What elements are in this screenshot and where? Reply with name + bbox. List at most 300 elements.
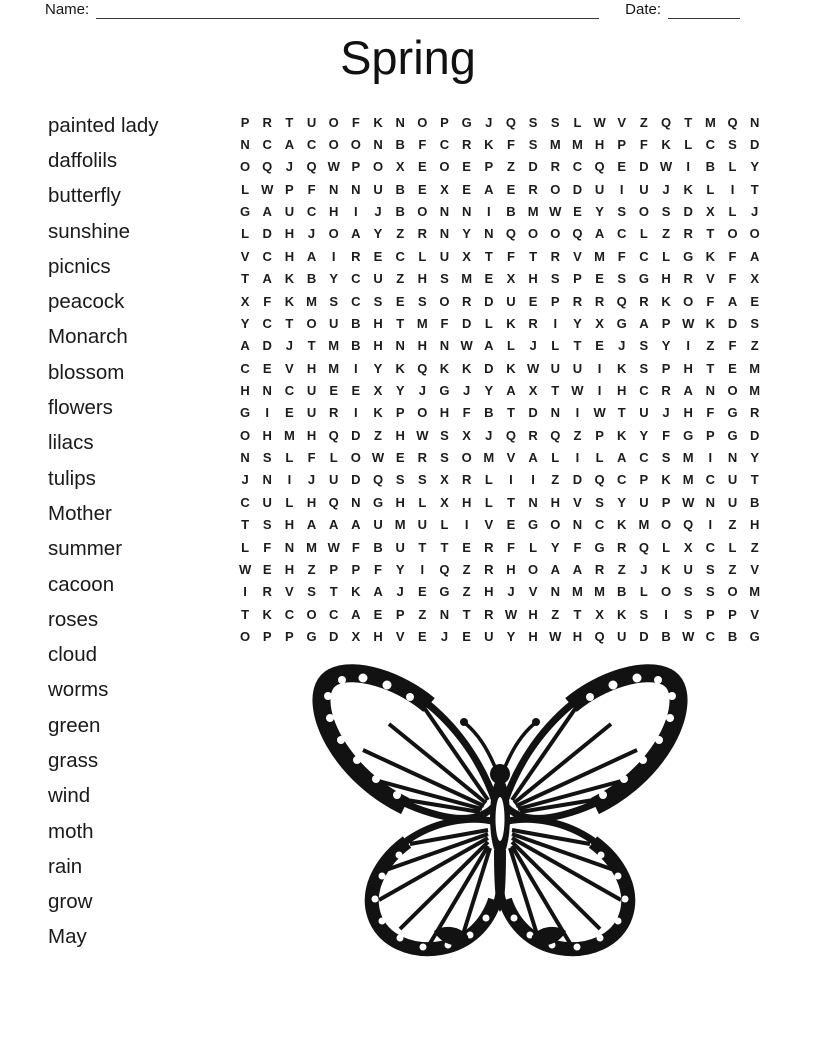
grid-letter: T <box>706 226 715 242</box>
grid-letter: Q <box>594 628 605 644</box>
grid-letter: J <box>285 159 293 175</box>
grid-letter: E <box>285 405 294 421</box>
grid-letter: B <box>395 181 405 197</box>
grid-letter: M <box>749 584 761 600</box>
grid-letter: Q <box>262 159 273 175</box>
grid-letter: M <box>394 517 406 533</box>
grid-letter: T <box>684 114 693 130</box>
grid-letter: I <box>730 181 735 197</box>
grid-letter: W <box>682 494 695 510</box>
grid-letter: P <box>617 137 627 153</box>
grid-letter: L <box>662 539 671 555</box>
grid-letter: G <box>306 628 317 644</box>
grid-letter: H <box>439 405 450 421</box>
grid-letter: U <box>284 204 295 220</box>
grid-letter: X <box>706 204 715 220</box>
grid-letter: N <box>705 382 716 398</box>
grid-letter: V <box>706 271 715 287</box>
grid-letter: S <box>706 584 715 600</box>
grid-letter: S <box>395 472 405 488</box>
grid-letter: B <box>351 315 361 331</box>
grid-letter: T <box>506 494 515 510</box>
grid-letter: F <box>728 338 737 354</box>
grid-letter: A <box>484 181 494 197</box>
grid-letter: Z <box>506 159 515 175</box>
grid-letter: O <box>306 315 317 331</box>
grid-letter: T <box>285 114 294 130</box>
grid-letter: Y <box>329 271 339 287</box>
grid-letter: C <box>240 494 250 510</box>
grid-letter: K <box>284 271 295 287</box>
grid-letter: L <box>484 494 493 510</box>
grid-letter: J <box>374 204 382 220</box>
grid-letter: O <box>727 382 738 398</box>
grid-letter: R <box>683 226 693 242</box>
grid-letter: K <box>506 360 516 376</box>
grid-letter: I <box>597 382 602 398</box>
grid-letter: U <box>550 360 560 376</box>
grid-letter: H <box>329 204 339 220</box>
grid-letter: S <box>550 271 560 287</box>
grid-letter: R <box>528 181 538 197</box>
grid-letter: Y <box>373 360 383 376</box>
grid-letter: N <box>439 226 450 242</box>
grid-letter: M <box>749 360 761 376</box>
grid-letter: O <box>683 293 694 309</box>
grid-letter: L <box>706 181 715 197</box>
grid-letter: Y <box>395 561 405 577</box>
grid-letter: J <box>307 472 316 488</box>
grid-letter: M <box>572 584 583 600</box>
grid-letter: Z <box>462 584 471 600</box>
grid-letter: I <box>686 338 691 354</box>
grid-letter: K <box>439 360 450 376</box>
grid-letter: L <box>241 181 250 197</box>
grid-letter: I <box>486 204 491 220</box>
grid-letter: I <box>531 472 535 488</box>
grid-letter: G <box>683 427 694 443</box>
grid-letter: X <box>351 628 361 644</box>
grid-letter: S <box>528 114 538 130</box>
grid-letter: R <box>461 293 472 309</box>
grid-letter: M <box>416 315 428 331</box>
grid-letter: P <box>573 271 582 287</box>
grid-letter: U <box>506 293 516 309</box>
grid-letter: E <box>417 181 427 197</box>
grid-letter: M <box>749 382 761 398</box>
grid-letter: O <box>528 226 539 242</box>
grid-letter: F <box>506 539 515 555</box>
grid-letter: W <box>593 405 606 421</box>
grid-letter: W <box>682 315 695 331</box>
grid-letter: E <box>528 293 538 309</box>
grid-letter: J <box>241 472 249 488</box>
grid-letter: N <box>240 137 250 153</box>
grid-letter: S <box>528 137 538 153</box>
grid-letter: W <box>659 159 673 175</box>
grid-letter: Q <box>638 539 649 555</box>
grid-letter: F <box>307 181 316 197</box>
letter-grid <box>234 111 766 648</box>
grid-letter: R <box>484 561 494 577</box>
grid-letter: O <box>328 226 339 242</box>
grid-letter: L <box>639 226 648 242</box>
grid-letter: K <box>617 606 627 622</box>
grid-letter: W <box>327 539 340 555</box>
grid-letter: N <box>284 539 295 555</box>
grid-letter: J <box>485 427 493 443</box>
grid-letter: D <box>484 293 494 309</box>
grid-letter: K <box>661 137 671 153</box>
grid-letter: G <box>683 248 694 264</box>
grid-letter: E <box>462 628 471 644</box>
grid-letter: P <box>262 628 272 644</box>
grid-letter: C <box>705 137 716 153</box>
grid-letter: X <box>440 472 449 488</box>
grid-letter: O <box>372 159 384 175</box>
grid-letter: F <box>706 405 715 421</box>
grid-letter: A <box>528 450 538 466</box>
grid-letter: S <box>417 472 427 488</box>
grid-letter: R <box>484 539 494 555</box>
grid-letter: Z <box>307 561 316 577</box>
grid-letter: N <box>439 606 450 622</box>
grid-letter: W <box>593 114 606 130</box>
grid-letter: U <box>329 315 339 331</box>
grid-letter: C <box>395 248 405 264</box>
grid-letter: X <box>750 271 759 287</box>
grid-letter: E <box>262 561 272 577</box>
grid-letter: H <box>683 405 693 421</box>
grid-letter: A <box>594 226 605 242</box>
grid-letter: S <box>417 293 427 309</box>
grid-letter: R <box>661 382 671 398</box>
grid-letter: C <box>284 606 295 622</box>
grid-letter: W <box>371 450 385 466</box>
grid-letter: G <box>616 315 627 331</box>
grid-letter: M <box>328 338 340 354</box>
grid-letter: H <box>617 382 627 398</box>
grid-letter: C <box>262 248 272 264</box>
grid-letter: P <box>661 494 671 510</box>
grid-letter: T <box>285 315 294 331</box>
grid-letter: H <box>528 606 538 622</box>
grid-letter: P <box>351 561 361 577</box>
grid-letter: A <box>749 248 760 264</box>
grid-letter: H <box>306 427 317 443</box>
grid-letter: W <box>261 181 274 197</box>
grid-letter: I <box>708 517 713 533</box>
grid-letter: E <box>595 338 604 354</box>
grid-letter: X <box>240 293 250 309</box>
grid-letter: U <box>395 539 405 555</box>
grid-letter: P <box>484 159 494 175</box>
grid-letter: P <box>329 561 339 577</box>
grid-letter: C <box>262 315 272 331</box>
grid-letter: K <box>617 427 627 443</box>
name-label: Name: <box>45 1 90 18</box>
grid-letter: Q <box>439 561 450 577</box>
grid-letter: N <box>461 204 472 220</box>
grid-letter: V <box>573 248 582 264</box>
grid-letter: F <box>440 315 449 331</box>
grid-letter: F <box>639 137 648 153</box>
grid-letter: P <box>395 606 405 622</box>
grid-letter: C <box>351 271 361 287</box>
grid-letter: P <box>285 181 294 197</box>
grid-letter: I <box>597 360 602 376</box>
grid-letter: F <box>728 271 737 287</box>
grid-letter: Q <box>727 114 738 130</box>
grid-letter: K <box>484 137 494 153</box>
grid-letter: M <box>461 271 473 287</box>
grid-letter: Y <box>550 539 560 555</box>
date-blank-line <box>668 3 740 19</box>
grid-letter: T <box>706 360 715 376</box>
word-list-item: picnics <box>48 254 111 278</box>
grid-letter: X <box>395 159 405 175</box>
grid-letter: E <box>617 159 627 175</box>
grid-letter: B <box>306 271 317 287</box>
grid-letter: V <box>750 561 759 577</box>
grid-letter: C <box>705 472 716 488</box>
grid-letter: Z <box>396 271 405 287</box>
grid-letter: I <box>575 450 580 466</box>
grid-letter: A <box>351 517 361 533</box>
grid-letter: E <box>395 450 405 466</box>
grid-letter: O <box>749 226 760 242</box>
grid-letter: H <box>373 628 383 644</box>
grid-letter: L <box>484 472 493 488</box>
grid-letter: O <box>350 450 361 466</box>
grid-letter: U <box>484 628 494 644</box>
grid-letter: D <box>351 472 361 488</box>
grid-letter: U <box>329 472 339 488</box>
grid-letter: O <box>550 181 561 197</box>
grid-letter: Z <box>750 338 759 354</box>
grid-letter: N <box>572 517 583 533</box>
grid-letter: N <box>550 405 560 421</box>
grid-letter: A <box>240 338 250 354</box>
grid-letter: V <box>484 517 494 533</box>
grid-letter: T <box>418 539 427 555</box>
grid-letter: S <box>639 606 649 622</box>
grid-letter: K <box>461 360 472 376</box>
grid-letter: N <box>484 226 494 242</box>
grid-letter: W <box>526 360 540 376</box>
grid-letter: M <box>306 539 317 555</box>
grid-letter: U <box>617 628 627 644</box>
grid-letter: K <box>661 561 671 577</box>
grid-letter: A <box>306 517 317 533</box>
grid-letter: U <box>439 248 450 264</box>
grid-letter: H <box>683 360 693 376</box>
grid-letter: E <box>417 628 427 644</box>
grid-letter: K <box>705 248 716 264</box>
grid-letter: O <box>660 517 672 533</box>
grid-letter: O <box>727 226 738 242</box>
grid-letter: E <box>506 517 516 533</box>
grid-letter: C <box>306 137 317 153</box>
grid-letter: Y <box>506 628 516 644</box>
grid-letter: Z <box>728 517 737 533</box>
grid-letter: I <box>354 405 358 421</box>
grid-letter: I <box>265 405 270 421</box>
grid-letter: M <box>572 137 583 153</box>
grid-letter: B <box>617 584 627 600</box>
grid-letter: V <box>750 606 759 622</box>
grid-letter: D <box>262 338 272 354</box>
grid-letter: U <box>727 494 738 510</box>
grid-letter: I <box>354 360 358 376</box>
grid-letter: Y <box>240 315 250 331</box>
grid-letter: V <box>617 114 627 130</box>
grid-letter: E <box>262 360 272 376</box>
grid-letter: O <box>328 137 339 153</box>
grid-letter: J <box>529 338 537 354</box>
grid-letter: P <box>728 606 737 622</box>
grid-letter: R <box>550 248 560 264</box>
grid-letter: I <box>287 472 292 488</box>
grid-letter: H <box>484 584 494 600</box>
grid-letter: L <box>285 450 294 466</box>
grid-letter: R <box>572 293 583 309</box>
grid-letter: E <box>395 293 405 309</box>
grid-letter: G <box>240 405 251 421</box>
grid-letter: E <box>417 159 427 175</box>
grid-letter: S <box>639 338 649 354</box>
grid-letter: H <box>284 248 295 264</box>
grid-letter: Q <box>328 427 339 443</box>
word-list-item: moth <box>48 819 94 843</box>
grid-letter: D <box>351 427 361 443</box>
grid-letter: R <box>594 293 605 309</box>
grid-letter: G <box>439 382 450 398</box>
grid-letter: K <box>351 584 361 600</box>
grid-letter: H <box>262 427 272 443</box>
grid-letter: S <box>683 606 693 622</box>
grid-letter: J <box>285 338 293 354</box>
grid-letter: F <box>307 450 316 466</box>
grid-letter: N <box>439 204 450 220</box>
grid-letter: E <box>462 539 471 555</box>
grid-letter: F <box>263 293 272 309</box>
grid-letter: L <box>440 517 449 533</box>
grid-letter: H <box>594 137 605 153</box>
grid-letter: Q <box>505 427 517 443</box>
grid-letter: Y <box>595 204 604 220</box>
grid-letter: A <box>484 338 494 354</box>
grid-letter: L <box>728 204 737 220</box>
grid-letter: I <box>354 204 358 220</box>
grid-letter: B <box>395 204 405 220</box>
grid-letter: C <box>572 159 583 175</box>
grid-letter: O <box>240 427 251 443</box>
grid-letter: P <box>706 606 715 622</box>
grid-letter: W <box>549 204 562 220</box>
grid-letter: C <box>351 293 361 309</box>
grid-letter: Z <box>750 539 759 555</box>
grid-letter: Q <box>683 517 694 533</box>
grid-letter: W <box>504 606 518 622</box>
grid-letter: L <box>329 450 338 466</box>
grid-letter: W <box>238 561 252 577</box>
word-list-item: cacoon <box>48 572 115 596</box>
grid-letter: H <box>528 271 538 287</box>
word-list-item: sunshine <box>48 219 131 243</box>
grid-letter: A <box>683 382 693 398</box>
butterfly-illustration <box>288 652 712 964</box>
grid-letter: X <box>440 181 449 197</box>
word-list-item: lilacs <box>48 431 94 455</box>
grid-letter: P <box>240 114 250 130</box>
grid-letter: N <box>351 181 361 197</box>
grid-letter: S <box>617 271 627 287</box>
grid-letter: P <box>595 427 604 443</box>
word-list-item: grass <box>48 748 99 772</box>
grid-letter: L <box>418 494 427 510</box>
grid-letter: L <box>595 450 604 466</box>
grid-letter: N <box>329 181 339 197</box>
grid-letter: H <box>572 628 583 644</box>
word-list-item: rain <box>48 854 83 878</box>
grid-letter: Q <box>417 360 428 376</box>
grid-letter: A <box>329 517 339 533</box>
grid-letter: N <box>373 137 383 153</box>
word-list-item: wind <box>48 784 91 808</box>
grid-letter: Y <box>395 382 405 398</box>
grid-letter: R <box>417 226 428 242</box>
grid-letter: X <box>462 427 471 443</box>
grid-letter: W <box>682 628 695 644</box>
grid-letter: F <box>506 248 515 264</box>
grid-letter: N <box>262 382 272 398</box>
grid-letter: C <box>617 226 627 242</box>
grid-letter: D <box>572 181 583 197</box>
word-list-item: butterfly <box>48 184 121 208</box>
grid-letter: D <box>461 315 472 331</box>
grid-letter: V <box>506 450 516 466</box>
grid-letter: N <box>705 494 716 510</box>
grid-letter: Q <box>550 427 561 443</box>
grid-letter: A <box>306 248 317 264</box>
grid-letter: J <box>751 204 759 220</box>
grid-letter: X <box>462 248 471 264</box>
grid-letter: O <box>638 204 649 220</box>
grid-letter: M <box>328 360 340 376</box>
grid-letter: U <box>306 405 317 421</box>
grid-letter: S <box>307 584 316 600</box>
grid-letter: O <box>328 114 339 130</box>
grid-letter: E <box>373 606 383 622</box>
grid-letter: T <box>750 181 759 197</box>
grid-letter: C <box>306 204 317 220</box>
word-list <box>48 108 159 955</box>
grid-letter: G <box>372 494 384 510</box>
grid-letter: H <box>506 561 516 577</box>
grid-letter: D <box>683 204 693 220</box>
grid-letter: T <box>440 539 449 555</box>
grid-letter: D <box>749 137 760 153</box>
grid-letter: Z <box>639 114 648 130</box>
grid-letter: D <box>727 315 738 331</box>
grid-letter: O <box>350 137 361 153</box>
grid-letter: K <box>705 315 716 331</box>
grid-letter: H <box>417 338 428 354</box>
grid-letter: S <box>440 427 449 443</box>
grid-letter: T <box>617 405 626 421</box>
grid-letter: R <box>417 450 428 466</box>
